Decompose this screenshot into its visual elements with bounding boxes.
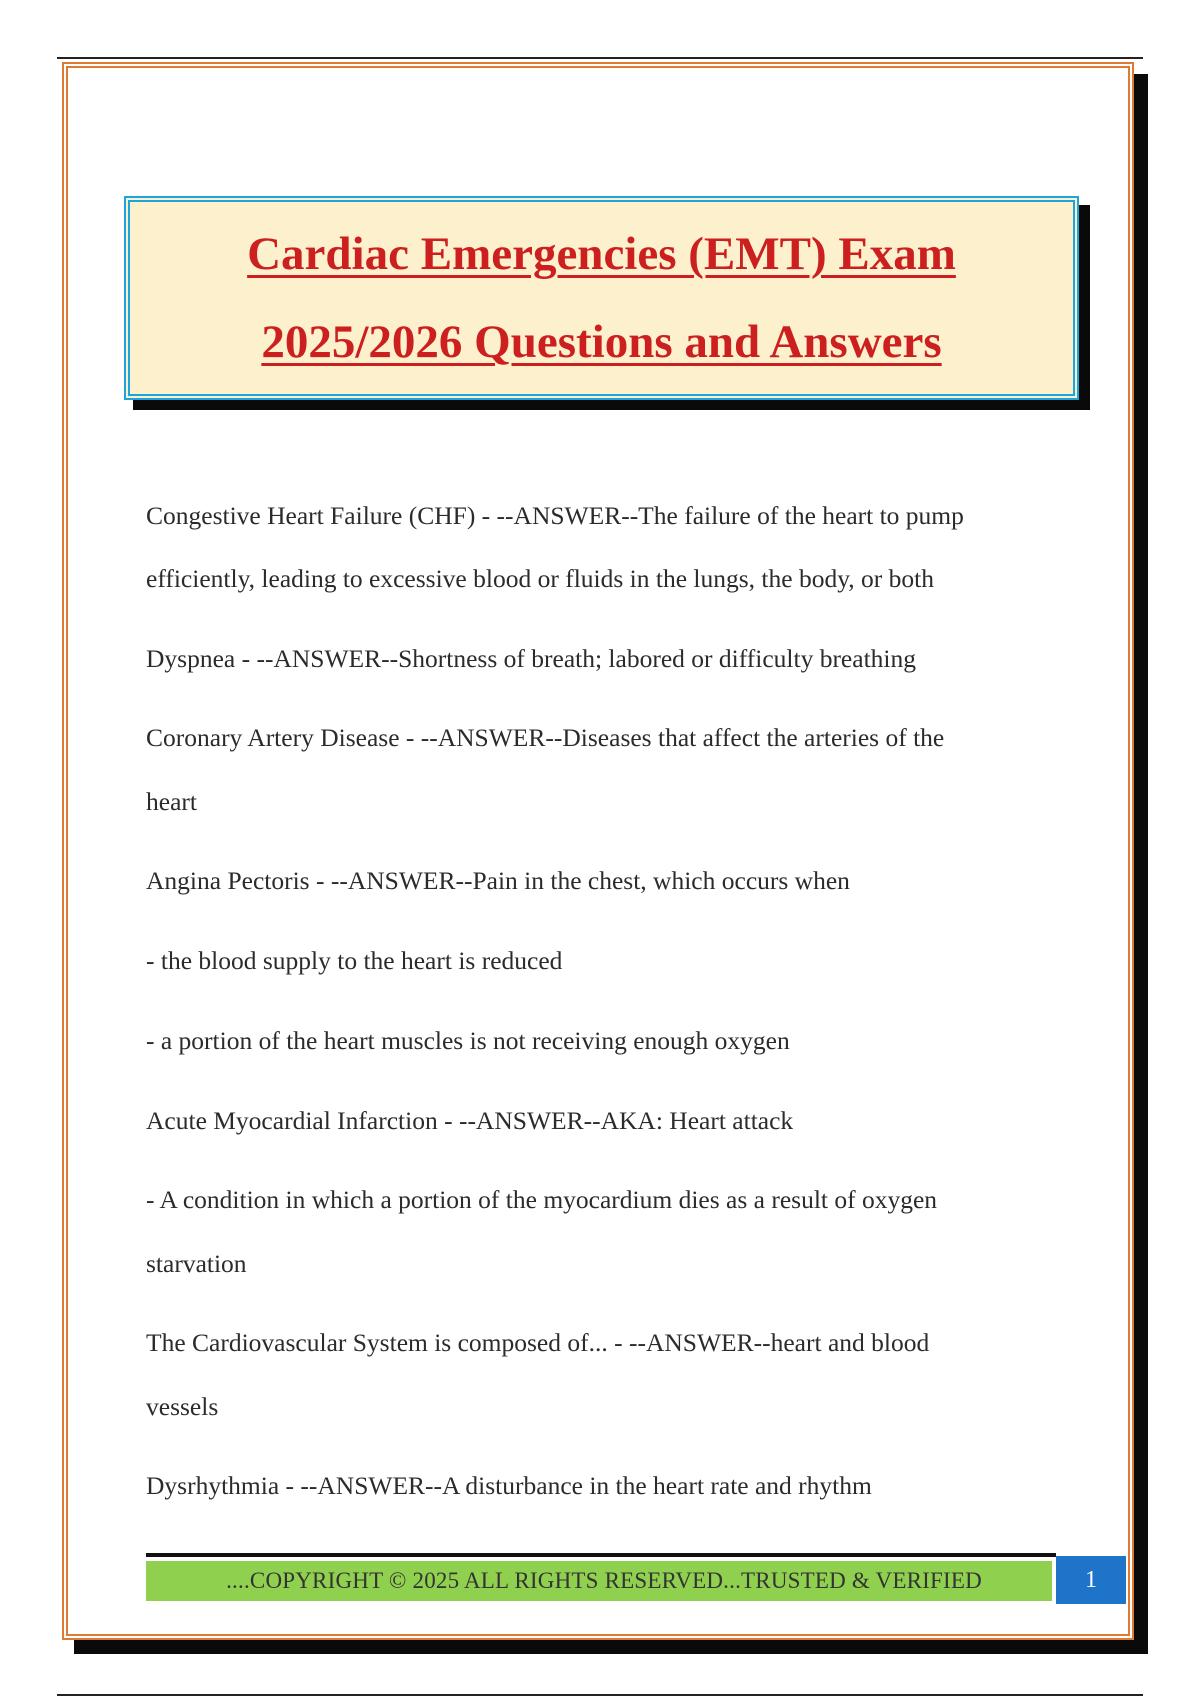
footer-bar bbox=[146, 1561, 1052, 1601]
footer-rule bbox=[146, 1553, 1056, 1557]
title-line-2: 2025/2026 Questions and Answers bbox=[261, 316, 942, 368]
qa-line: - a portion of the heart muscles is not receiving enough oxygen bbox=[146, 1026, 790, 1055]
qa-line: - the blood supply to the heart is reduced bbox=[146, 946, 563, 975]
qa-line: Congestive Heart Failure (CHF) - --ANSWER--The failure of the heart to pump bbox=[146, 501, 964, 530]
page-number: 1 bbox=[1085, 1566, 1097, 1593]
title-line-1: Cardiac Emergencies (EMT) Exam bbox=[247, 228, 956, 280]
qa-line: - A condition in which a portion of the myocardium dies as a result of oxygen bbox=[146, 1185, 938, 1214]
qa-line: Dyspnea - --ANSWER--Shortness of breath; labored or difficulty breathing bbox=[146, 644, 916, 673]
qa-line: The Cardiovascular System is composed of... - --ANSWER--heart and blood bbox=[146, 1328, 930, 1357]
qa-line: Angina Pectoris - --ANSWER--Pain in the chest, which occurs when bbox=[146, 866, 850, 895]
title-box bbox=[124, 196, 1079, 400]
bottom-rule bbox=[57, 1694, 1143, 1696]
qa-line: heart bbox=[146, 787, 197, 816]
qa-line: Acute Myocardial Infarction - --ANSWER--AKA: Heart attack bbox=[146, 1106, 794, 1135]
qa-line: vessels bbox=[146, 1392, 219, 1421]
top-rule bbox=[57, 57, 1143, 59]
qa-line: Coronary Artery Disease - --ANSWER--Diseases that affect the arteries of the bbox=[146, 723, 945, 752]
copyright-text: ....COPYRIGHT © 2025 ALL RIGHTS RESERVED...TRUSTED & VERIFIED bbox=[226, 1568, 982, 1593]
page-number-box bbox=[1056, 1556, 1126, 1604]
qa-line: efficiently, leading to excessive blood or fluids in the lungs, the body, or both bbox=[146, 564, 934, 593]
qa-line: Dysrhythmia - --ANSWER--A disturbance in the heart rate and rhythm bbox=[146, 1471, 872, 1500]
qa-line: starvation bbox=[146, 1249, 247, 1278]
